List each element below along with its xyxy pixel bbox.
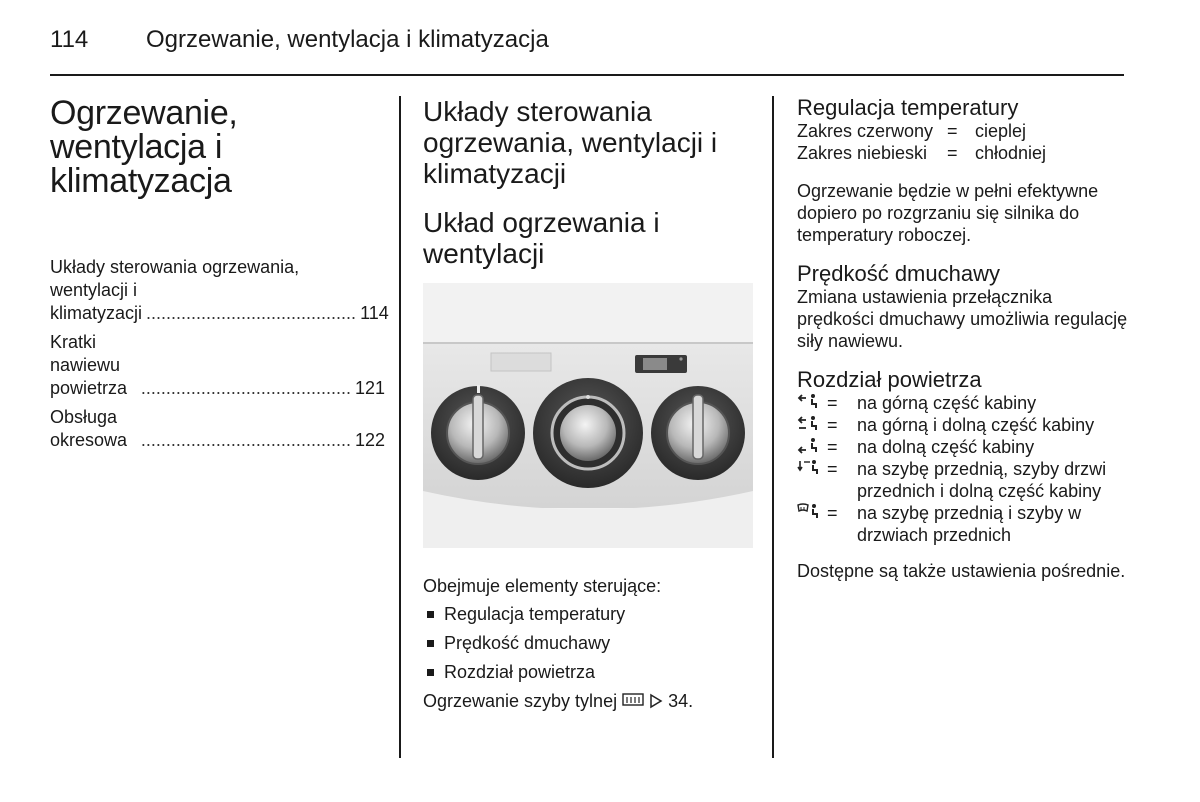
temperature-note: Ogrzewanie będzie w pełni efektywne dopiero po rozgrzaniu się silnika do temperatury roboczej.: [797, 181, 1099, 245]
blower-speed-dial: [533, 378, 643, 488]
bullet-icon: [427, 611, 434, 618]
list-item: Rozdział powietrza: [423, 661, 758, 683]
vent-upper-icon: [797, 392, 827, 414]
control-list: [423, 603, 758, 683]
list-item: = na szybę przednią i szyby w drzwiach przednich: [797, 502, 1132, 546]
toc-leader: ..........................................: [140, 378, 351, 398]
column-divider: [399, 96, 401, 758]
vent-upper-lower-icon: [797, 414, 827, 436]
intro-text: Obejmuje elementy sterujące:: [423, 576, 662, 596]
list-item: Regulacja temperatury: [423, 603, 758, 625]
toc-entry-label: Obsługa okresowa: [50, 407, 128, 450]
vent-windscreen-icon: [797, 502, 827, 546]
header-rule: [50, 74, 1124, 76]
list-item: = na górną i dolną część kabiny: [797, 414, 1132, 436]
heater-control-panel-image: [423, 283, 753, 548]
toc-entry[interactable]: [50, 256, 389, 325]
list-item: = na górną część kabiny: [797, 392, 1132, 414]
bullet-icon: [427, 640, 434, 647]
air-distribution-list: [797, 392, 1132, 546]
toc-page-number: 122: [354, 430, 385, 450]
toc-entry-label: wentylacji i klimatyzacji: [50, 280, 143, 323]
footer-note: Dostępne są także ustawienia pośrednie.: [797, 561, 1126, 581]
toc-entry[interactable]: [50, 406, 385, 452]
subsection-title: Układ ogrzewania i wentylacji: [423, 207, 660, 269]
page-number: 114: [50, 26, 89, 53]
column-divider: [772, 96, 774, 758]
controls-column: [423, 96, 758, 712]
toc-leader: ..........................................: [140, 430, 351, 450]
rear-window-note: Ogrzewanie szyby tylnej 34.: [423, 691, 694, 711]
range-row: Zakres czerwony = cieplej: [797, 121, 1027, 141]
range-row: Zakres niebieski = chłodniej: [797, 143, 1047, 163]
toc-entry-label: Układy sterowania ogrzewania,: [50, 257, 300, 277]
toc-entry-label: Kratki nawiewu powietrza: [50, 332, 128, 398]
chapter-column: [50, 94, 389, 458]
air-distribution-heading: Rozdział powietrza: [797, 367, 982, 392]
toc-leader: ..........................................: [146, 303, 357, 323]
table-of-contents: [50, 256, 389, 452]
list-item: = na szybę przednią, szyby drzwi przednich i dolną część kabiny: [797, 458, 1132, 502]
page-reference-icon: [649, 693, 663, 709]
chapter-title: Ogrzewanie, wentylacja i klimatyzacja: [50, 94, 238, 200]
toc-page-number: 121: [354, 378, 385, 398]
running-header: Ogrzewanie, wentylacja i klimatyzacja: [146, 26, 549, 53]
toc-entry[interactable]: [50, 331, 385, 400]
toc-page-number: 114: [360, 303, 389, 323]
list-item: Prędkość dmuchawy: [423, 632, 758, 654]
fan-heading: Prędkość dmuchawy: [797, 261, 1000, 286]
page-reference[interactable]: 34.: [668, 691, 694, 711]
details-column: [797, 96, 1132, 582]
fan-text: Zmiana ustawienia przełącznika prędkości dmuchawy umożliwia regulację siły nawiewu.: [797, 287, 1128, 351]
rear-window-heating-icon: [622, 693, 644, 709]
temperature-heading: Regulacja temperatury: [797, 95, 1019, 120]
temperature-ranges: [797, 120, 1132, 164]
list-item: = na dolną część kabiny: [797, 436, 1132, 458]
vent-lower-icon: [797, 436, 827, 458]
vent-windscreen-floor-icon: [797, 458, 827, 502]
air-distribution-dial: [651, 386, 745, 480]
bullet-icon: [427, 669, 434, 676]
section-title: Układy sterowania ogrzewania, wentylacji i klimatyzacji: [423, 96, 718, 189]
